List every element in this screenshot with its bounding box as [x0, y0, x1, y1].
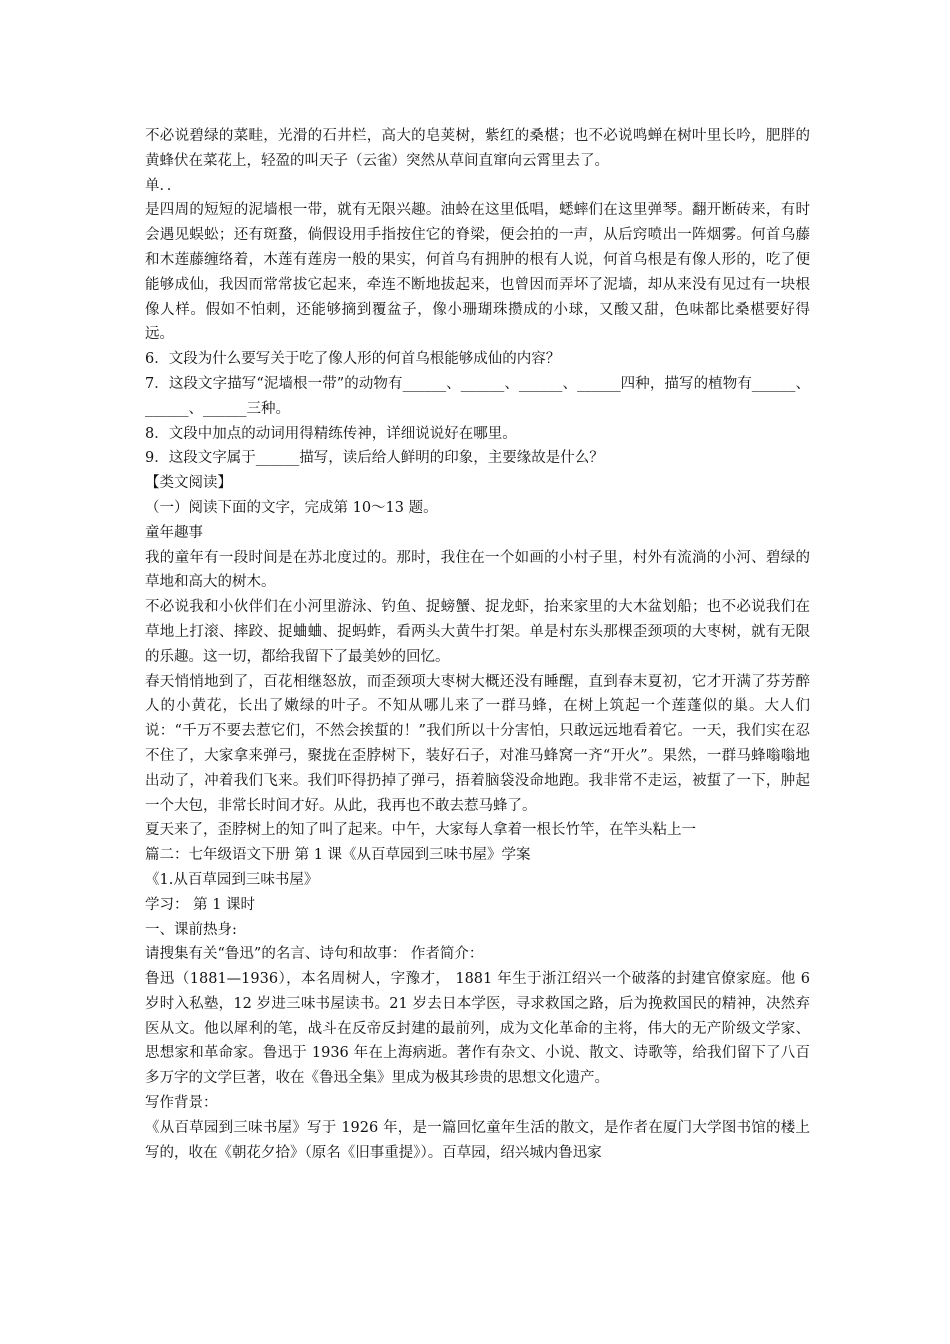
- paragraph: 是四周的短短的泥墙根一带，就有无限兴趣。油蛉在这里低唱，蟋蟀们在这里弹琴。翻开断砖来，有时会遇见蜈蚣；还有斑蝥，倘假设用手指按住它的脊梁，便会拍的一声，从后窍喷出一阵烟雾。何首乌藤和木莲藤缠络着，木莲有莲房一般的果实，何首乌有拥肿的根有人说，何首乌根是有像人形的，吃了便能够成仙，我因而常常拔它起来，牵连不断地拔起来，也曾因而弄坏了泥墙，却从来没有见过有一块根像人样。假如不怕刺，还能够摘到覆盆子，像小珊瑚珠攒成的小球，又酸又甜，色味都比桑椹要好得远。: [145, 202, 810, 343]
- paragraph: 春天悄悄地到了，百花相继怒放，而歪颈项大枣树大概还没有睡醒，直到春末夏初，它才开满了芬芳醉人的小黄花，长出了嫩绿的叶子。不知从哪儿来了一群马蜂，在树上筑起一个莲蓬似的巢。大人们说：“千万不要去惹它们，不然会挨蜇的！”我们所以十分害怕，只敢远远地看着它。一天，我们实在忍不住了，大家拿来弹弓，聚拢在歪脖树下，装好石子，对准马蜂窝一齐“开火”。果然，一群马蜂嗡嗡地出动了，冲着我们飞来。我们吓得扔掉了弹弓，捂着脑袋没命地跑。我非常不走运，被蜇了一下，肿起一个大包，非常长时间才好。从此，我再也不敢去惹马蜂了。: [145, 673, 810, 814]
- task-instruction: 请搜集有关“鲁迅”的名言、诗句和故事： 作者简介：: [145, 946, 484, 963]
- section-heading: 写作背景：: [145, 1095, 218, 1112]
- lesson-period: 学习： 第 1 课时: [145, 896, 256, 913]
- reading-instruction: （一）阅读下面的文字，完成第 10～13 题。: [145, 499, 438, 516]
- paragraph: 不必说我和小伙伴们在小河里游泳、钓鱼、捉螃蟹、捉龙虾，抬来家里的大木盆划船；也不必说我们在草地上打滚、摔跤、捉蛐蛐、捉蚂蚱，看两头大黄牛打架。单是村东头那棵歪颈项的大枣树，就有无限的乐趣。这一切，都给我留下了最美妙的回忆。: [145, 599, 810, 665]
- question-7: 7．这段文字描写“泥墙根一带”的动物有______、______、______、______四种，描写的植物有______、______、______三种。: [145, 375, 810, 417]
- paragraph: 夏天来了，歪脖树上的知了叫了起来。中午，大家每人拿着一根长竹竿，在竿头粘上一: [145, 822, 696, 839]
- paragraph: 我的童年有一段时间是在苏北度过的。那时，我住在一个如画的小村子里，村外有流淌的小河、碧绿的草地和高大的树木。: [145, 549, 810, 591]
- document-body: [145, 124, 810, 1165]
- paragraph: 不必说碧绿的菜畦，光滑的石井栏，高大的皂荚树，紫红的桑椹；也不必说鸣蝉在树叶里长吟，肥胖的黄蜂伏在菜花上，轻盈的叫天子（云雀）突然从草间直窜向云霄里去了。: [145, 128, 810, 169]
- paragraph: 单．．: [145, 177, 182, 194]
- section-heading: 一、课前热身:: [145, 921, 237, 938]
- question-9: 9．这段文字属于______描写，读后给人鲜明的印象，主要缘故是什么？: [145, 450, 604, 467]
- question-8: 8．文段中加点的动词用得精练传神，详细说说好在哪里。: [145, 425, 517, 442]
- article-title: 童年趣事: [145, 524, 203, 541]
- author-bio: 鲁迅（1881—1936），本名周树人，字豫才， 1881 年生于浙江绍兴一个破落的封建官僚家庭。他 6 岁时入私塾，12 岁进三味书屋读书。21 岁去日本学医，寻求救国之路，后为挽救国民的精神，决然弃医从文。他以犀利的笔，战斗在反帝反封建的最前列，成为文化革命的主将，伟大的无产阶级文学家、思想家和革命家。鲁迅于 1936 年在上海病逝。著作有杂文、小说、散文、诗歌等，给我们留下了八百多万字的文学巨著，收在《鲁迅全集》里成为极其珍贵的思想文化遗产。: [145, 971, 810, 1087]
- paragraph: 《从百草园到三味书屋》写于 1926 年，是一篇回忆童年生活的散文，是作者在厦门大学图书馆的楼上写的，收在《朝花夕拾》（原名《旧事重提》）。百草园，绍兴城内鲁迅家: [145, 1119, 810, 1161]
- section-heading: 【类文阅读】: [145, 475, 232, 492]
- lesson-title: 《1.从百草园到三味书屋》: [145, 871, 319, 888]
- part-two-heading: 篇二：七年级语文下册 第 1 课《从百草园到三味书屋》学案: [145, 847, 531, 864]
- question-6: 6．文段为什么要写关于吃了像人形的何首乌根能够成仙的内容？: [145, 351, 561, 368]
